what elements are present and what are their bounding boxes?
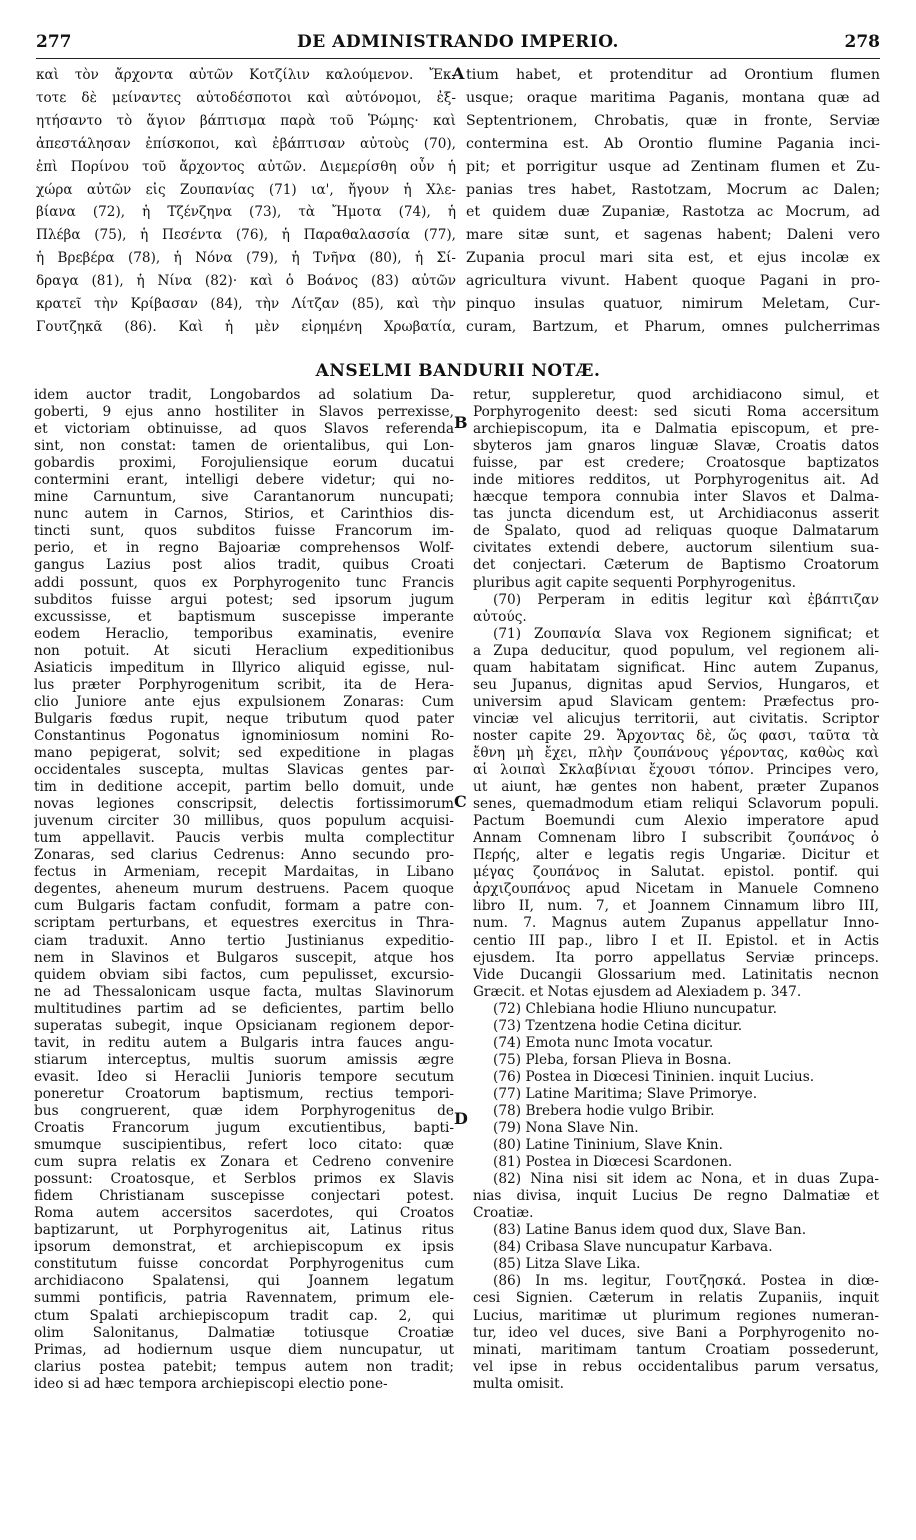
text-line: curam, Bartzum, et Pharum, omnes pulcherrimas: [466, 318, 880, 335]
text-line: num. 7. Magnus autem Zupanus appellatur Inno-: [473, 915, 879, 932]
text-line: mine Carnuntum, sive Carantanorum nuncupati;: [34, 489, 454, 506]
text-line: αἱ λοιπαὶ Σκλαβίνιαι ἔχουσι τόπον. Principes vero,: [473, 762, 879, 779]
text-line: senes, quemadmodum etiam reliqui Sclavorum populi.: [473, 796, 879, 813]
text-line: pluribus agit capite sequenti Porphyrogenitus.: [473, 574, 797, 591]
text-line: noster capite 29. Ἄρχοντας δὲ, ὥς φασι, ταῦτα τὰ: [473, 727, 879, 744]
text-line: quam habitatam significat. Hinc autem Zupanus,: [473, 659, 879, 676]
text-line: fidem Christianam suscepisse conjectari potest.: [34, 1188, 454, 1205]
running-title: DE ADMINISTRANDO IMPERIO.: [297, 32, 619, 52]
text-line: poneretur Croatorum baptismum, rectius tempori-: [34, 1085, 454, 1102]
text-line: tium habet, et protenditur ad Orontium flumen: [466, 67, 880, 83]
text-line: det conjectari. Cæterum de Baptismo Croatorum: [473, 557, 879, 574]
text-line: ἔθνη μὴ ἔχει, πλὴν ζουπάνους γέροντας, καθὼς καὶ: [473, 744, 879, 761]
text-line: ητήσαντο τὸ ἅγιον βάπτισμα παρὰ τοῦ Ῥώμης· καὶ: [36, 112, 456, 129]
text-line: Περής, alter e legatis regis Ungariæ. Dicitur et: [473, 847, 879, 864]
text-line: Zupania procul mari sita est, et ejus incolæ ex: [466, 250, 880, 267]
text-line: novas legiones conscripsit, delectis fortissimorum: [34, 796, 454, 813]
text-line: retur, suppleretur, quod archidiacono simul, et: [473, 387, 879, 403]
text-line: (79) Nona Slave Nin.: [493, 1120, 639, 1137]
text-line: superatas subegit, inque Opsicianam regionem depor-: [34, 1017, 454, 1034]
text-line: (70) Perperam in editis legitur καὶ ἐβάπτιζαν: [493, 591, 879, 608]
text-line: cum Bulgaris factam confudit, formam a patre con-: [34, 898, 454, 915]
text-line: tas juncta dicendum est, ut Archidiaconus asserit: [473, 506, 879, 523]
text-line: (73) Tzentzena hodie Cetina dicitur.: [493, 1017, 743, 1034]
text-line: ut aiunt, hæ gentes non habent, præter Zupanos: [473, 779, 879, 796]
text-line: summi pontificis, patria Ravennatem, primum ele-: [34, 1290, 454, 1307]
text-line: κρατεῖ τὴν Κρίβασαν (84), τὴν Λίτζαν (85), καὶ τὴν: [36, 296, 456, 313]
margin-marker-b: B: [454, 413, 468, 432]
text-line: pit; et porrigitur usque ad Zentinam flumen et Zu-: [466, 158, 880, 175]
text-line: (82) Nina nisi sit idem ac Nona, et in duas Zupa-: [493, 1171, 879, 1188]
text-line: et victoriam obtinuisse, ad quos Slavos referenda: [34, 421, 454, 438]
text-line: perio, et in regno Bajoariæ comprehensos Wolf-: [34, 540, 454, 557]
notes-left-column: [34, 387, 454, 1393]
text-line: cum supra relatis ex Zonara et Cedreno convenire: [34, 1154, 454, 1171]
text-line: a Zupa deducitur, quod populum, vel regionem ali-: [473, 642, 879, 659]
text-line: Lucius, maritimæ ut plurimum regiones numeran-: [473, 1307, 879, 1324]
text-line: sbyteros jam gnaros linguæ Slavæ, Croatis datos: [473, 438, 879, 455]
text-line: archiepiscopum, ita e Dalmatia episcopum, et pre-: [473, 421, 879, 438]
text-line: Bulgaris fœdus rupit, neque tributum quod pater: [34, 710, 454, 727]
text-line: et quidem duæ Zupaniæ, Rastotza ac Mocrum, ad: [466, 204, 880, 221]
text-line: (74) Emota nunc Imota vocatur.: [493, 1034, 714, 1051]
text-line: addi possunt, quos ex Porphyrogenito tunc Francis: [34, 574, 454, 591]
text-line: inde mitiores redditos, ut Porphyrogenitus ait. Ad: [473, 472, 879, 489]
text-line: (80) Latine Tininium, Slave Knin.: [493, 1137, 723, 1154]
text-line: stiarum interceptus, multis suorum amissis ægre: [34, 1051, 454, 1068]
text-line: multitudines partim ad se deficientes, partim bello: [34, 1000, 454, 1017]
text-line: nias divisa, inquit Lucius De regno Dalmatiæ et: [473, 1188, 879, 1205]
header-rule: [36, 58, 880, 59]
page-number-right: 278: [844, 32, 880, 52]
text-line: seu Jupanus, dignitas apud Servios, Hungaros, et: [473, 676, 879, 693]
text-line: ideo si ad hæc tempora archiepiscopi electio pone-: [34, 1375, 388, 1392]
text-line: vel ipse in rebus occidentalibus parum versatus,: [473, 1358, 879, 1375]
text-line: Annam Comnenam libro I subscribit ζουπάνος ὁ: [473, 830, 879, 847]
notes-right-column: [473, 387, 879, 1393]
text-line: civitates extendi debere, auctorum silentium sua-: [473, 540, 879, 557]
text-line: nunc autem in Carnos, Stirios, et Carinthios dis-: [34, 506, 454, 523]
text-line: universim apud Slavicam gentem: Præfectus pro-: [473, 693, 879, 710]
text-line: usque; oraque maritima Paganis, montana quæ ad: [466, 89, 880, 106]
text-line: Constantinus Pogonatus ignominiosum nomini Ro-: [34, 727, 454, 744]
text-line: panias tres habet, Rastotzam, Mocrum ac Dalen;: [466, 181, 880, 198]
text-line: δραγα (81), ἡ Νίνα (82)· καὶ ὁ Βοάνος (83) αὐτῶν: [36, 273, 456, 290]
text-line: nem in Slavinos et Bulgaros suscepit, atque hos: [34, 949, 454, 966]
text-line: clio Juniore ante ejus expulsionem Zonaras: Cum: [34, 693, 454, 710]
text-line: juvenum circiter 30 millibus, quos populum acquisi-: [34, 813, 454, 830]
latin-text-column: [466, 64, 880, 339]
text-line: agricultura vivunt. Habent quoque Pagani in pro-: [466, 273, 880, 290]
text-line: smumque suscipientibus, refert loco citato: quæ: [34, 1137, 454, 1154]
text-line: scriptam perturbans, et equestres exercitus in Thra-: [34, 915, 454, 932]
text-line: tur, ideo vel duces, sive Bani a Porphyrogenito no-: [473, 1324, 879, 1341]
text-line: cesi Signien. Cæterum in relatis Zupaniis, inquit: [473, 1290, 879, 1307]
text-line: ἀρχιζουπάνος apud Nicetam in Manuele Comneno: [473, 881, 879, 898]
text-line: multa omisit.: [473, 1375, 565, 1392]
text-line: occidentales suscepta, multas Slavicas gentes par-: [34, 762, 454, 779]
text-line: Croatis Francorum jugum excutientibus, bapti-: [34, 1120, 454, 1137]
text-line: τοτε δὲ μείναντες αὐτοδέσποτοι καὶ αὐτόνομοι, ἐξ-: [36, 89, 456, 106]
margin-marker-a: A: [452, 64, 465, 83]
text-line: Zonaras, sed clarius Cedrenus: Anno secundo pro-: [34, 847, 454, 864]
text-line: bus congruerent, quæ idem Porphyrogenitus de: [34, 1102, 454, 1119]
greek-text-column: [36, 64, 456, 339]
text-line: mare sitæ sunt, et sagenas habent; Daleni vero: [466, 227, 880, 244]
text-line: mano pepigerat, solvit; sed expeditione in plagas: [34, 744, 454, 761]
text-line: ejusdem. Ita porro appellatus Serviæ princeps.: [473, 949, 879, 966]
text-line: (76) Postea in Diœcesi Tininien. inquit Lucius.: [493, 1068, 815, 1085]
text-line: ctum Spalati archiepiscopum tradit cap. 2, qui: [34, 1307, 454, 1324]
text-line: subditos fuisse argui potest; sed ipsorum jugum: [34, 591, 454, 608]
margin-marker-c: C: [454, 792, 467, 811]
text-line: tum appellavit. Paucis verbis multa complectitur: [34, 830, 454, 847]
text-line: possunt: Croatosque, et Serblos primos ex Slavis: [34, 1171, 454, 1188]
text-line: ἡ Βρεβέρα (78), ἡ Νόνα (79), ἡ Τνῆνα (80), ἡ Σί-: [36, 250, 456, 267]
text-line: fuisse, par est credere; Croatosque baptizatos: [473, 455, 879, 472]
text-line: libro II, num. 7, et Joannem Cinnamum libro III,: [473, 898, 879, 915]
text-line: centio III pap., libro I et II. Epistol. et in Actis: [473, 932, 879, 949]
text-line: (81) Postea in Diœcesi Scardonen.: [493, 1154, 733, 1171]
text-line: ne ad Thessalonicam usque facta, multas Slavinorum: [34, 983, 454, 1000]
text-line: (86) In ms. legitur, Γουτζησκά. Postea in diœ-: [493, 1273, 879, 1290]
text-line: gobardis proximi, Forojuliensique eorum ducatui: [34, 455, 454, 472]
text-line: (77) Latine Maritima; Slave Primorye.: [493, 1085, 758, 1102]
text-line: contermina est. Ab Orontio flumine Pagania inci-: [466, 135, 880, 152]
text-line: quidem obviam sibi factos, cum pepulisset, excursio-: [34, 966, 454, 983]
text-line: constitutum fuisse concordat Porphyrogenitus cum: [34, 1256, 454, 1273]
text-line: ἀπεστάλησαν ἐπίσκοποι, καὶ ἐβάπτισαν αὐτοὺς (70),: [36, 135, 456, 152]
text-line: βίανα (72), ἡ Τζένζηνα (73), τὰ Ἤμοτα (74), ἡ: [36, 204, 456, 221]
text-line: vinciæ vel alicujus territorii, aut civitatis. Scriptor: [473, 710, 879, 727]
text-line: Primas, ad hodiernum usque diem nuncupatur, ut: [34, 1341, 454, 1358]
text-line: olim Salonitanus, Dalmatiæ totiusque Croatiæ: [34, 1324, 454, 1341]
text-line: baptizarunt, ut Porphyrogenitus ait, Latinus ritus: [34, 1222, 454, 1239]
text-line: tim in deditione accepit, partim bello domuit, unde: [34, 779, 454, 796]
text-line: evasit. Ideo si Heraclii Junioris tempore secutum: [34, 1068, 454, 1085]
notes-title: ANSELMI BANDURII NOTÆ.: [315, 361, 601, 381]
text-line: clarius postea patebit; tempus autem non tradit;: [34, 1358, 454, 1375]
text-line: ἐπὶ Πορίνου τοῦ ἄρχοντος αὐτῶν. Διεμερίσθη οὖν ἡ: [36, 158, 456, 175]
text-line: sint, non constat: tamen de orientalibus, qui Lon-: [34, 438, 454, 455]
text-line: pinquo insulas quatuor, nimirum Meletam, Cur-: [466, 296, 880, 313]
text-line: Pactum Boemundi cum Alexio imperatore apud: [473, 813, 879, 830]
text-line: hæcque tempora connubia inter Slavos et Dalma-: [473, 489, 879, 506]
text-line: contermini erant, intelligi debere videtur; qui no-: [34, 472, 454, 489]
text-line: Græcit. et Notas ejusdem ad Alexiadem p. 347.: [473, 983, 802, 1000]
page-number-left: 277: [36, 32, 72, 52]
text-line: (71) Ζουπανία Slava vox Regionem significat; et: [493, 625, 879, 642]
text-line: Vide Ducangii Glossarium med. Latinitatis necnon: [473, 966, 879, 983]
text-line: Croatiæ.: [473, 1205, 534, 1222]
text-line: (75) Pleba, forsan Plieva in Bosna.: [493, 1051, 732, 1068]
text-line: (85) Litza Slave Lika.: [493, 1256, 641, 1273]
text-line: de Spalato, quod ad reliquas quoque Dalmatarum: [473, 523, 879, 540]
text-line: Porphyrogenito deest: sed sicuti Roma accersitum: [473, 404, 879, 421]
text-line: (83) Latine Banus idem quod dux, Slave Ban.: [493, 1222, 807, 1239]
text-line: excussisse, et baptismum suscepisse imperante: [34, 608, 454, 625]
text-line: (78) Brebera hodie vulgo Bribir.: [493, 1102, 715, 1119]
text-line: goberti, 9 ejus anno hostiliter in Slavos perrexisse,: [34, 404, 454, 421]
text-line: lus præter Porphyrogenitum scribit, ita de Hera-: [34, 676, 454, 693]
text-line: idem auctor tradit, Longobardos ad solatium Da-: [34, 387, 454, 403]
text-line: χώρα αὐτῶν εἰς Ζουπανίας (71) ια', ἤγουν ἡ Χλε-: [36, 181, 456, 198]
text-line: non potuit. At sicuti Heraclium expeditionibus: [34, 642, 454, 659]
text-line: Πλέβα (75), ἡ Πεσέντα (76), ἡ Παραθαλασσία (77),: [36, 227, 456, 244]
text-line: μέγας ζουπάνος in Salutat. epistol. pontif. qui: [473, 864, 879, 881]
text-line: fectus in Armeniam, recepit Mardaitas, in Libano: [34, 864, 454, 881]
margin-marker-d: D: [454, 1109, 468, 1128]
text-line: eodem Heraclio, temporibus examinatis, evenire: [34, 625, 454, 642]
text-line: (72) Chlebiana hodie Hliuno nuncupatur.: [493, 1000, 777, 1017]
text-line: Septentrionem, Chrobatis, quæ in fronte, Serviæ: [466, 112, 880, 129]
text-line: Asiaticis impeditum in Illyrico aliquid egisse, nul-: [34, 659, 454, 676]
text-line: minati, maritimam tantum Croatiam possederunt,: [473, 1341, 879, 1358]
text-line: (84) Cribasa Slave nuncupatur Karbava.: [493, 1239, 773, 1256]
text-line: αὐτούς.: [473, 608, 527, 625]
text-line: degentes, aheneum murum destruens. Pacem quoque: [34, 881, 454, 898]
text-line: gangus Lazius post alios tradit, quibus Croati: [34, 557, 454, 574]
text-line: ipsorum demonstrat, et archiepiscopum ex ipsis: [34, 1239, 454, 1256]
text-line: archidiacono Spalatensi, qui Joannem legatum: [34, 1273, 454, 1290]
text-line: Roma autem accersitos sacerdotes, qui Croatos: [34, 1205, 454, 1222]
text-line: Γουτζηκᾶ (86). Καὶ ἡ μὲν εἰρημένη Χρωβατία,: [36, 318, 456, 335]
text-line: καὶ τὸν ἄρχοντα αὐτῶν Κοτζίλιν καλούμενον. Ἔκ-: [36, 67, 456, 83]
text-line: tavit, in reditu autem a Bulgaris intra fauces angu-: [34, 1034, 454, 1051]
text-line: ciam traduxit. Anno tertio Justinianus expeditio-: [34, 932, 454, 949]
running-header: [36, 32, 880, 56]
text-line: tincti sunt, quos subditos fuisse Francorum im-: [34, 523, 454, 540]
